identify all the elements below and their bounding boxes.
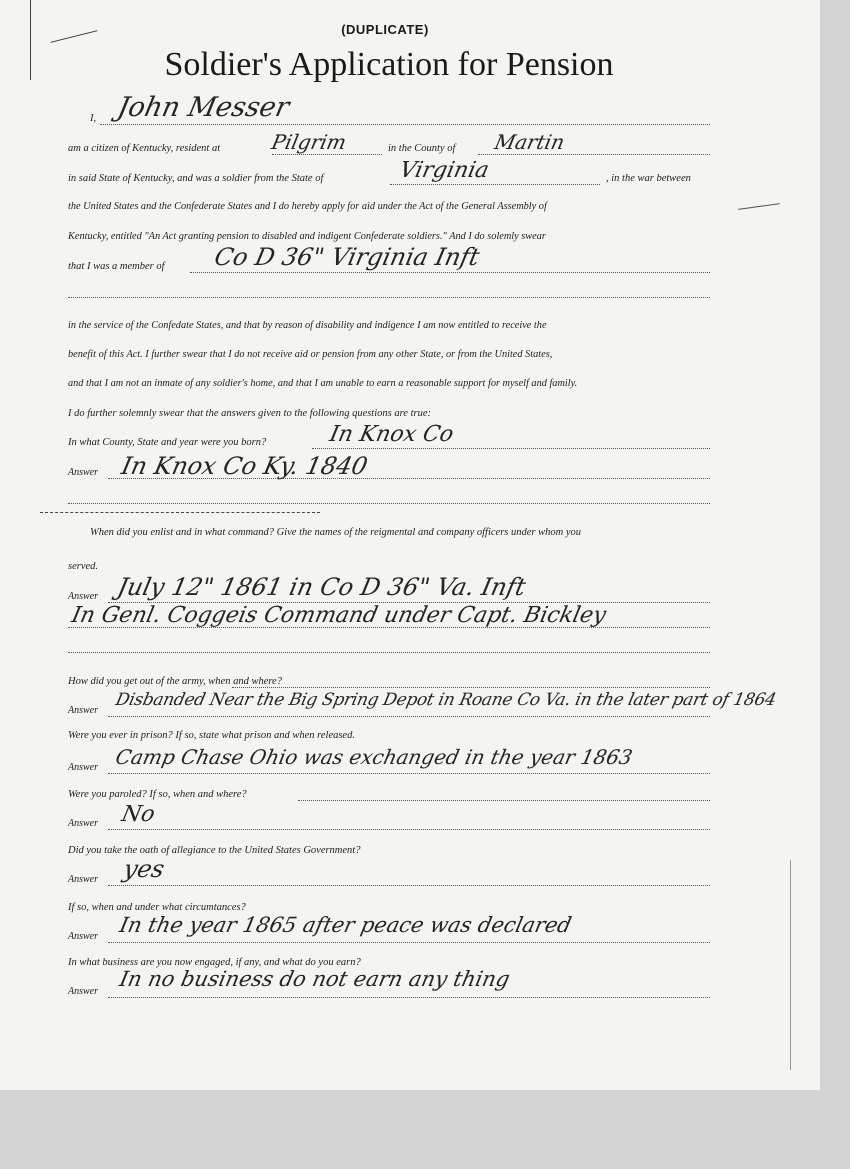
answer-paroled: No [119, 802, 158, 827]
rule [390, 184, 600, 185]
text-state: in said State of Kentucky, and was a soldier from the State of [68, 173, 324, 184]
resident-town: Pilgrim [269, 130, 349, 154]
answer-out: Disbanded Near the Big Spring Depot in Roane Co Va. in the later part of 1864 [113, 690, 778, 710]
answer-label: Answer [68, 986, 98, 997]
county-name: Martin [492, 130, 567, 154]
answer-oath: yes [121, 855, 168, 883]
scan-pen-mark [40, 512, 320, 513]
member-unit: Co D 36" Virginia Inft [212, 243, 483, 271]
scan-pen-mark [738, 203, 780, 210]
state-name: Virginia [397, 158, 492, 183]
rule [312, 448, 710, 449]
rule [478, 154, 710, 155]
rule [272, 154, 382, 155]
answer-born: In Knox Co Ky. 1840 [119, 452, 371, 480]
answer-label: Answer [68, 467, 98, 478]
rule [108, 716, 710, 717]
text-further: I do further solemnly swear that the answers given to the following questions are true: [68, 408, 431, 419]
answer-label: Answer [68, 818, 98, 829]
question-out: How did you get out of the army, when and where? [68, 676, 282, 687]
rule [108, 997, 710, 998]
rule [232, 687, 710, 688]
rule [68, 297, 710, 298]
rule [68, 503, 710, 504]
answer-label: Answer [68, 874, 98, 885]
answer-label: Answer [68, 762, 98, 773]
rule [108, 773, 710, 774]
answer-label: Answer [68, 591, 98, 602]
rule [108, 829, 710, 830]
applicant-name: John Messer [114, 92, 292, 123]
text-service: in the service of the Confedate States, and that by reason of disability and indigence I am now entitled to receive the [68, 320, 547, 331]
answer-label: Answer [68, 705, 98, 716]
form-title: Soldier's Application for Pension [164, 46, 614, 83]
text-county: in the County of [388, 143, 456, 154]
rule [68, 627, 710, 628]
rule [108, 885, 710, 886]
rule [190, 272, 710, 273]
scan-edge-mark [30, 0, 31, 80]
answer-enlist-officers: In Genl. Coggeis Command under Capt. Bickley [69, 603, 609, 628]
answer-enlist: July 12" 1861 in Co D 36" Va. Inft [115, 573, 529, 601]
text-war: , in the war between [606, 173, 691, 184]
answer-circumstances: In the year 1865 after peace was declared [117, 913, 574, 937]
question-enlist-served: served. [68, 561, 99, 572]
rule [108, 478, 710, 479]
duplicate-label: (DUPLICATE) [341, 22, 429, 37]
text-i: I, [90, 113, 97, 124]
text-member: that I was a member of [68, 261, 165, 272]
question-circumstances: If so, when and under what circumtances? [68, 902, 246, 913]
question-business: In what business are you now engaged, if any, and what do you earn? [68, 957, 361, 968]
text-benefit: benefit of this Act. I further swear that I do not receive aid or pension from any other State, or from the United States, [68, 349, 553, 360]
question-oath: Did you take the oath of allegiance to the United States Government? [68, 845, 361, 856]
answer-business: In no business do not earn any thing [117, 967, 513, 991]
answer-label: Answer [68, 931, 98, 942]
text-us: the United States and the Confederate States and I do hereby apply for aid under the Act of the General Assembly of [68, 201, 547, 212]
rule [298, 800, 710, 801]
text-ky: Kentucky, entitled "An Act granting pension to disabled and indigent Confederate soldiers." And I do solemly swear [68, 231, 546, 242]
question-born: In what County, State and year were you born? [68, 437, 267, 448]
rule [108, 942, 710, 943]
question-paroled: Were you paroled? If so, when and where? [68, 789, 247, 800]
text-citizen: am a citizen of Kentucky, resident at [68, 143, 221, 154]
rule [100, 124, 710, 125]
born-inline: In Knox Co [327, 422, 456, 447]
text-inmate: and that I am not an inmate of any soldier's home, and that I am unable to earn a reasonable support for myself and family. [68, 378, 578, 389]
question-enlist: When did you enlist and in what command? Give the names of the reigmental and company officers under whom you [90, 527, 581, 538]
answer-prison: Camp Chase Ohio was exchanged in the year 1863 [113, 745, 635, 769]
rule [68, 652, 710, 653]
scan-edge-mark [790, 860, 791, 1070]
question-prison: Were you ever in prison? If so, state what prison and when released. [68, 730, 355, 741]
